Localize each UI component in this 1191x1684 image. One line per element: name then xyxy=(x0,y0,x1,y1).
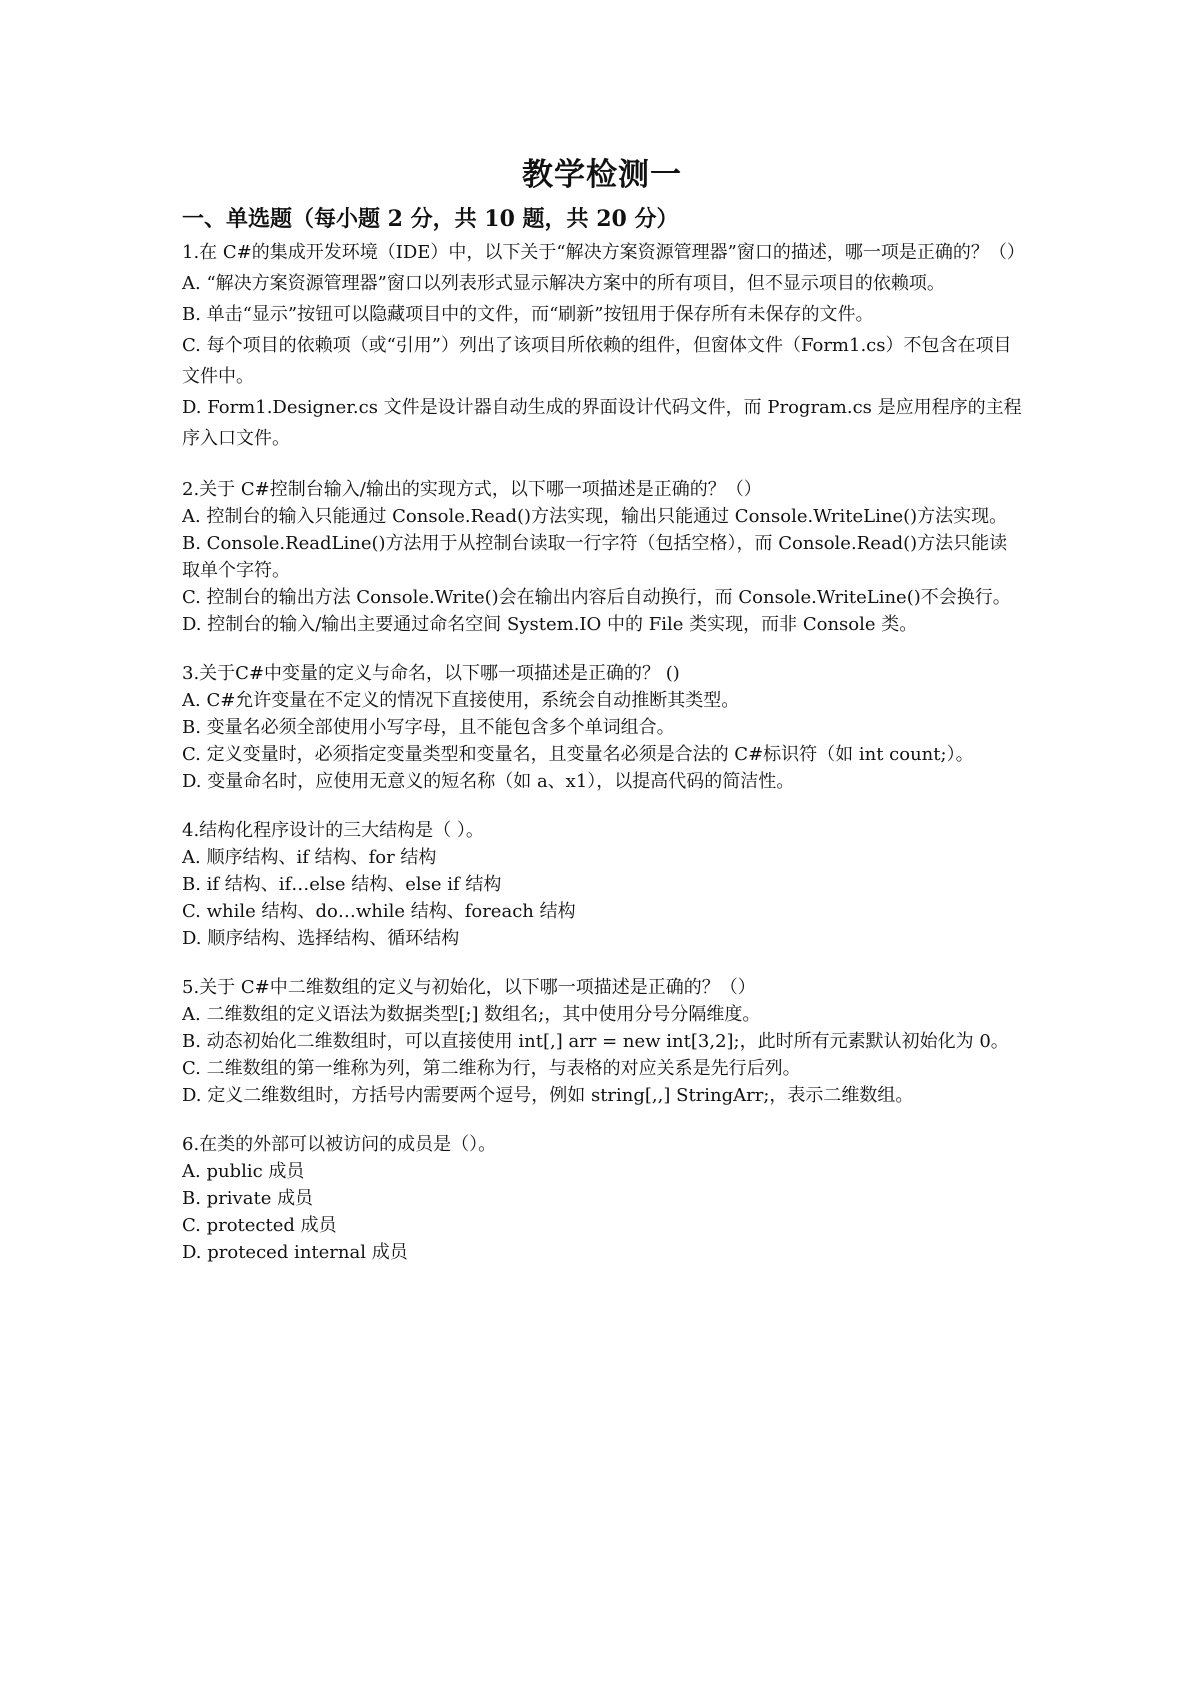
option-a: A. 二维数组的定义语法为数据类型[;] 数组名;，其中使用分号分隔维度。 xyxy=(182,1004,761,1025)
question-5 xyxy=(182,974,1022,1109)
question-6 xyxy=(182,1131,1022,1266)
option-b: B. private 成员 xyxy=(182,1188,314,1209)
option-a: A. public 成员 xyxy=(182,1161,305,1182)
option-c: C. 定义变量时，必须指定变量类型和变量名，且变量名必须是合法的 C#标识符（如 int count;）。 xyxy=(182,744,974,765)
question-1 xyxy=(182,237,1025,454)
option-d: D. 顺序结构、选择结构、循环结构 xyxy=(182,928,460,949)
option-d: D. 控制台的输入/输出主要通过命名空间 System.IO 中的 File 类实现，而非 Console 类。 xyxy=(182,614,918,635)
option-a: A. 控制台的输入只能通过 Console.Read()方法实现，输出只能通过 Console.WriteLine()方法实现。 xyxy=(182,506,1008,527)
option-b: B. if 结构、if…else 结构、else if 结构 xyxy=(182,874,502,895)
section-heading: 一、单选题（每小题 2 分，共 10 题，共 20 分） xyxy=(182,206,679,232)
option-b: B. 动态初始化二维数组时，可以直接使用 int[,] arr = new int[3,2];，此时所有元素默认初始化为 0。 xyxy=(182,1031,1009,1052)
question-stem: 5.关于 C#中二维数组的定义与初始化，以下哪一项描述是正确的？（） xyxy=(182,977,756,998)
option-d: D. proteced internal 成员 xyxy=(182,1242,408,1263)
option-c: C. 每个项目的依赖项（或“引用”）列出了该项目所依赖的组件，但窗体文件（Form1.cs）不包含在项目文件中。 xyxy=(182,335,1012,387)
question-stem: 6.在类的外部可以被访问的成员是（）。 xyxy=(182,1134,497,1155)
option-a: A. “解决方案资源管理器”窗口以列表形式显示解决方案中的所有项目，但不显示项目的依赖项。 xyxy=(182,273,945,294)
option-d: D. Form1.Designer.cs 文件是设计器自动生成的界面设计代码文件，而 Program.cs 是应用程序的主程序入口文件。 xyxy=(182,397,1022,449)
option-c: C. protected 成员 xyxy=(182,1215,337,1236)
option-d: D. 定义二维数组时，方括号内需要两个逗号，例如 string[,,] StringArr;，表示二维数组。 xyxy=(182,1085,914,1106)
option-c: C. while 结构、do…while 结构、foreach 结构 xyxy=(182,901,576,922)
question-4 xyxy=(182,817,1022,952)
question-stem: 3.关于C#中变量的定义与命名，以下哪一项描述是正确的？ () xyxy=(182,663,680,684)
question-stem: 1.在 C#的集成开发环境（IDE）中，以下关于“解决方案资源管理器”窗口的描述，哪一项是正确的？（） xyxy=(182,242,1025,263)
option-c: C. 控制台的输出方法 Console.Write()会在输出内容后自动换行，而 Console.WriteLine()不会换行。 xyxy=(182,587,1011,608)
option-d: D. 变量命名时，应使用无意义的短名称（如 a、x1），以提高代码的简洁性。 xyxy=(182,771,795,792)
question-stem: 4.结构化程序设计的三大结构是（ ）。 xyxy=(182,820,484,841)
question-stem: 2.关于 C#控制台输入/输出的实现方式，以下哪一项描述是正确的？（） xyxy=(182,479,762,500)
option-b: B. Console.ReadLine()方法用于从控制台读取一行字符（包括空格），而 Console.Read()方法只能读取单个字符。 xyxy=(182,533,1008,581)
option-b: B. 单击“显示”按钮可以隐藏项目中的文件，而“刷新”按钮用于保存所有未保存的文件。 xyxy=(182,304,874,325)
option-b: B. 变量名必须全部使用小写字母，且不能包含多个单词组合。 xyxy=(182,717,675,738)
option-c: C. 二维数组的第一维称为列，第二维称为行，与表格的对应关系是先行后列。 xyxy=(182,1058,801,1079)
document-title: 教学检测一 xyxy=(522,157,682,193)
option-a: A. C#允许变量在不定义的情况下直接使用，系统会自动推断其类型。 xyxy=(182,690,740,711)
question-2 xyxy=(182,476,1022,638)
option-a: A. 顺序结构、if 结构、for 结构 xyxy=(182,847,437,868)
question-3 xyxy=(182,660,1022,795)
document-content xyxy=(182,155,1025,1288)
